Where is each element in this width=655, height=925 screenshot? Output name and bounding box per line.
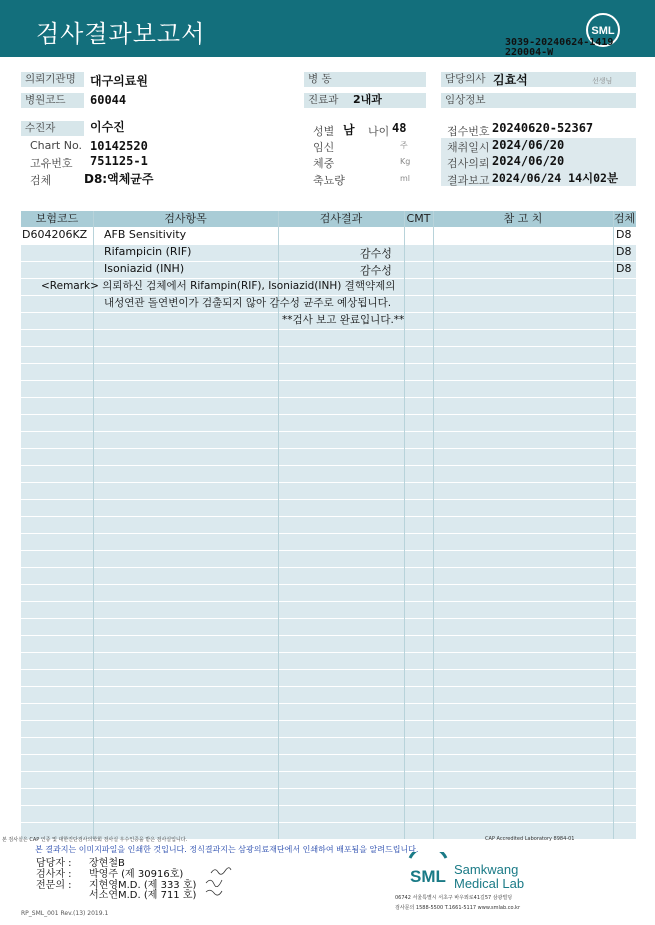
svg-text:SML: SML — [591, 25, 615, 37]
row1-code: D604206KZ — [22, 228, 88, 241]
th-cmt: CMT — [406, 212, 431, 225]
specialist1-signature-icon — [205, 877, 223, 887]
specialist-label: 전문의 : — [36, 880, 72, 891]
th-specimen: 검체 — [613, 212, 636, 225]
th-test-item: 검사항목 — [164, 212, 207, 225]
lab-name-line2: Medical Lab — [454, 876, 525, 891]
col-divider — [433, 211, 434, 839]
hospital-code-value: 60044 — [90, 93, 127, 107]
department-value: 2내과 — [353, 93, 382, 106]
age-label: 나이 — [368, 125, 390, 138]
ward-label: 병 동 — [304, 72, 426, 87]
col-divider — [404, 211, 405, 839]
specimen-label: 검체 — [30, 174, 52, 187]
tech-label: 담당자 : — [36, 858, 72, 869]
table-stripe-row — [21, 500, 636, 516]
fine-print: 본 검사실은 CAP 인증 및 대한진단검사의학회 검사실 우수인증을 받은 검사실입니다. — [2, 837, 188, 843]
remark-line2: 내성연관 돌연변이가 검출되지 않아 감수성 균주로 예상됩니다. — [104, 297, 392, 309]
row1-item: AFB Sensitivity — [104, 228, 187, 241]
department-label: 진료과 — [304, 93, 426, 108]
table-stripe-row — [21, 398, 636, 414]
weight-unit: Kg — [400, 157, 411, 166]
chart-value: 10142520 — [90, 139, 148, 153]
th-reference: 참 고 치 — [503, 212, 543, 225]
specialist1-name: 지현영M.D. (제 333 호) — [89, 880, 197, 891]
doc-id-line1: 3039-20240624-1419 — [505, 37, 614, 48]
sex-value: 남 — [343, 123, 355, 137]
specialist2-name: 서소연M.D. (제 711 호) — [89, 890, 197, 901]
examiner-signature-icon — [210, 866, 232, 876]
clinical-info-label: 임상정보 — [441, 93, 636, 108]
specialist2-signature-icon — [205, 887, 223, 897]
table-stripe-row — [21, 534, 636, 550]
unique-label: 고유번호 — [30, 157, 73, 170]
completion-note: **검사 보고 완료입니다.** — [282, 314, 405, 326]
row2-result: 감수성 — [360, 247, 392, 260]
institution-label: 의뢰기관명 — [21, 72, 84, 87]
table-stripe-row — [21, 364, 636, 380]
chart-label: Chart No. — [30, 139, 82, 152]
doctor-label: 담당의사 — [445, 73, 486, 85]
table-stripe-row — [21, 721, 636, 737]
hospital-code-label: 병원코드 — [21, 93, 84, 108]
table-stripe-row — [21, 687, 636, 703]
remark-line1: <Remark> 의뢰하신 검체에서 Rifampin(RIF), Isoniazid(INH) 결핵약제의 — [41, 280, 396, 292]
table-stripe-row — [21, 551, 636, 567]
receipt-label: 접수번호 — [447, 125, 490, 138]
table-stripe-row — [21, 653, 636, 669]
collect-label: 채취일시 — [447, 141, 490, 154]
table-stripe-row — [21, 415, 636, 431]
examiner-name: 박영주 (제 30916호) — [89, 869, 184, 880]
th-insurance-code: 보험코드 — [35, 212, 79, 225]
table-stripe-row — [21, 670, 636, 686]
urine-unit: ml — [400, 174, 411, 183]
row1-spec: D8 — [616, 228, 632, 241]
lab-address: 06742 서울특별시 서초구 바우뫼로41길57 삼광빌딩 — [395, 895, 513, 901]
table-stripe-row — [21, 636, 636, 652]
weight-label: 체중 — [313, 157, 335, 170]
table-stripe-row — [21, 483, 636, 499]
table-stripe-row — [21, 381, 636, 397]
notice: 본 결과지는 이미지파일을 인쇄한 것입니다. 정식결과지는 삼광의료재단에서 인쇄하여 배포됨을 알려드립니다. — [35, 845, 419, 854]
lab-name-line1: Samkwang — [454, 862, 519, 877]
svg-text:SML: SML — [410, 867, 446, 886]
table-stripe-row — [21, 432, 636, 448]
cap-text: CAP Accredited Laboratory 8984-01 — [485, 836, 575, 842]
row3-result: 감수성 — [360, 264, 392, 277]
table-stripe-row — [21, 466, 636, 482]
page-title: 검사결과보고서 — [36, 20, 206, 48]
request-value: 2024/06/20 — [492, 154, 565, 168]
patient-value: 이수진 — [90, 120, 125, 134]
tech-name: 장현철B — [89, 858, 125, 869]
row2-item: Rifampicin (RIF) — [104, 245, 192, 258]
institution-value: 대구의료원 — [90, 74, 148, 88]
pregnancy-unit: 주 — [400, 141, 408, 150]
patient-label: 수진자 — [21, 121, 84, 136]
table-stripe-row — [21, 585, 636, 601]
col-divider — [93, 211, 94, 839]
row3-item: Isoniazid (INH) — [104, 262, 185, 275]
table-stripe-row — [21, 330, 636, 346]
pregnancy-label: 임신 — [313, 141, 335, 154]
table-stripe-row — [21, 755, 636, 771]
table-stripe-row — [21, 568, 636, 584]
samkwang-logo-icon — [404, 852, 452, 890]
row2-spec: D8 — [616, 245, 632, 258]
collect-value: 2024/06/20 — [492, 138, 565, 152]
results-table-header — [21, 211, 636, 227]
table-stripe-row — [21, 789, 636, 805]
row3-spec: D8 — [616, 262, 632, 275]
table-stripe-row — [21, 602, 636, 618]
th-result: 검사결과 — [319, 212, 363, 225]
table-stripe-row — [21, 347, 636, 363]
doctor-value: 김효석 — [493, 73, 528, 87]
report-label: 결과보고 — [447, 174, 490, 187]
unique-value: 751125-1 — [90, 154, 148, 168]
table-stripe-row — [21, 449, 636, 465]
table-stripe-row — [21, 738, 636, 754]
specimen-value: D8:액체균주 — [84, 172, 154, 186]
col-divider — [613, 211, 614, 839]
examiner-label: 검사자 : — [36, 869, 72, 880]
receipt-value: 20240620-52367 — [492, 121, 594, 135]
table-stripe-row — [21, 619, 636, 635]
lab-phone: 검사문의 1588-5500 T.1661-5117 www.smlab.co.kr — [395, 905, 520, 911]
report-value: 2024/06/24 14시02분 — [492, 171, 619, 185]
request-label: 검사의뢰 — [447, 157, 490, 170]
table-stripe-row — [21, 806, 636, 822]
doc-id-line2: 220004-W — [505, 47, 554, 58]
form-code: RP_SML_001 Rev.(13) 2019.1 — [21, 910, 109, 917]
sex-label: 성별 — [313, 125, 335, 138]
table-stripe-row — [21, 517, 636, 533]
table-stripe-row — [21, 704, 636, 720]
age-value: 48 — [392, 121, 407, 135]
doctor-suffix: 선생님 — [592, 77, 613, 85]
table-stripe-row — [21, 772, 636, 788]
urine-label: 축뇨량 — [313, 174, 345, 187]
